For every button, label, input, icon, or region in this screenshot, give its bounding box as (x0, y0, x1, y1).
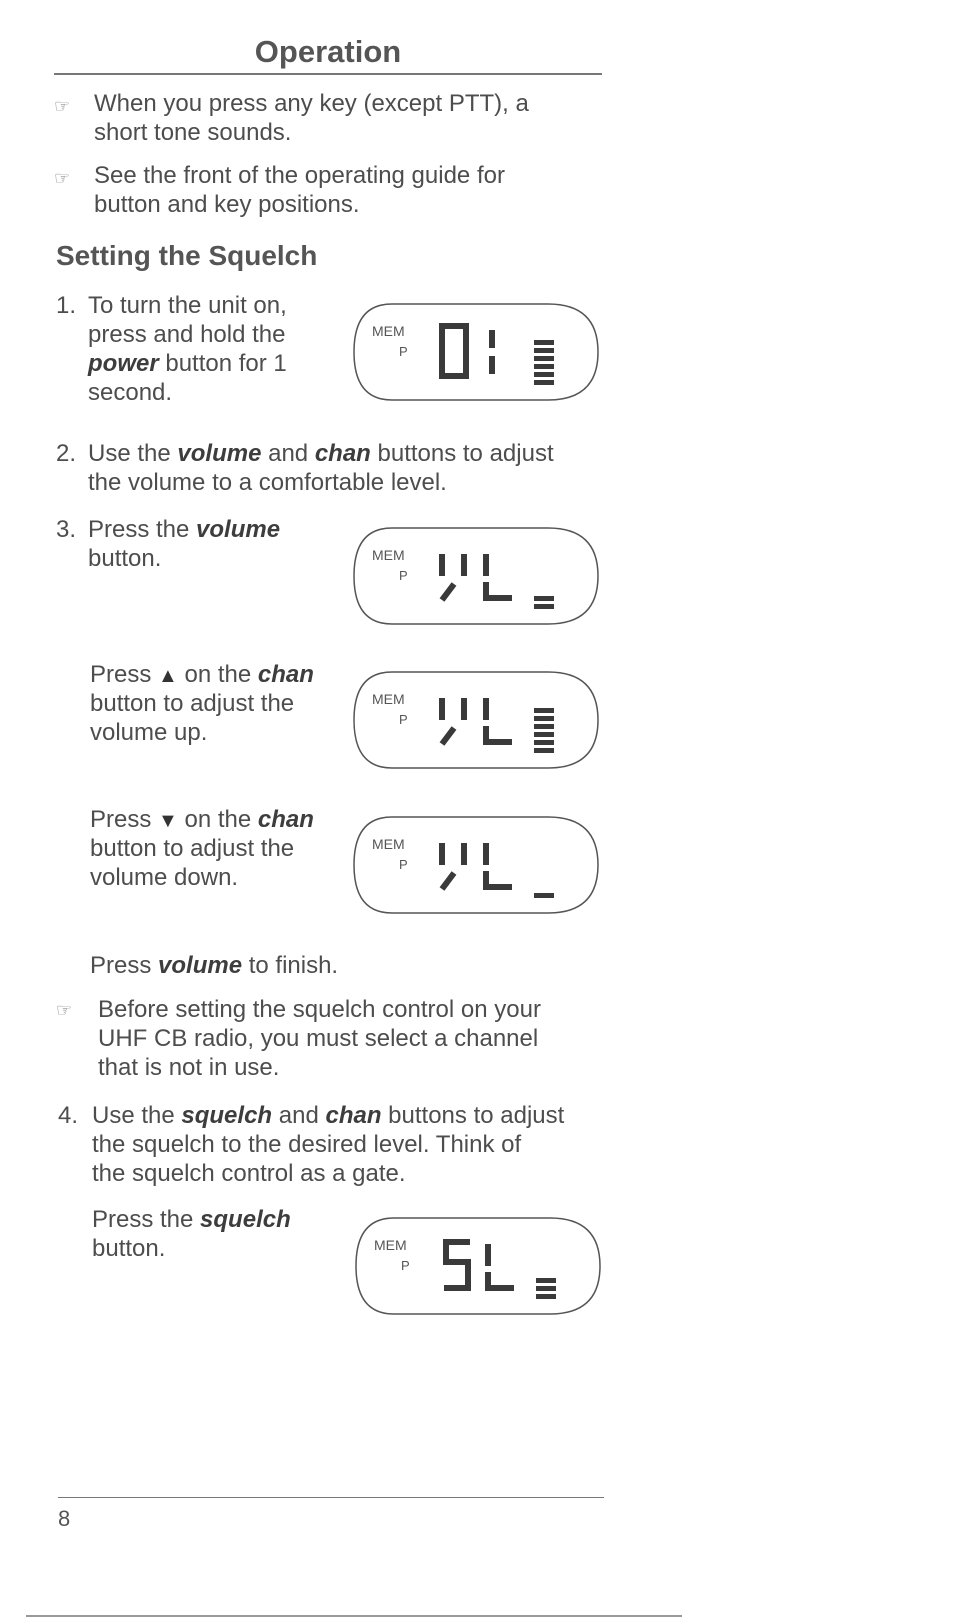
level-bars (534, 596, 554, 609)
lcd-display (352, 670, 602, 770)
lcd-display (352, 302, 602, 402)
vol-up-line-1: Press ▲ on the chan (90, 661, 314, 688)
lcd-segment (442, 873, 454, 889)
lcd-svg (352, 302, 602, 402)
volume-keyword: volume (177, 440, 262, 467)
step-number: 2. (56, 440, 77, 467)
level-bar (534, 724, 554, 729)
level-bar (534, 740, 554, 745)
squelch-keyword: squelch (181, 1102, 273, 1129)
lcd-segment (488, 1272, 514, 1288)
lcd-outline (354, 672, 598, 768)
note-2-line-2: button and key positions. (94, 191, 360, 218)
level-bar (534, 604, 554, 609)
level-bar (534, 364, 554, 369)
step-number: 3. (56, 516, 77, 543)
level-bars (536, 1278, 556, 1299)
lcd-segment (486, 582, 512, 598)
vol-down-line-1: Press ▼ on the chan (90, 806, 314, 833)
lcd-segment (442, 584, 454, 600)
chan-keyword: chan (257, 661, 314, 688)
pointing-hand-icon: ☞ (56, 1000, 73, 1020)
note-2-line-1: See the front of the operating guide for (94, 162, 505, 189)
lcd-outline (354, 817, 598, 913)
lcd-digit (444, 1242, 470, 1288)
finish-line: Press volume to finish. (90, 952, 339, 979)
mem-indicator: MEM (372, 547, 405, 563)
lcd-digit (488, 1244, 514, 1288)
mem-indicator: MEM (374, 1237, 407, 1253)
mem-indicator: MEM (372, 323, 405, 339)
lcd-digit (442, 843, 464, 889)
priority-indicator: P (399, 344, 408, 359)
note-3-line-1: Before setting the squelch control on your (98, 996, 541, 1023)
level-bar (534, 716, 554, 721)
lcd-digit (486, 698, 512, 742)
level-bar (534, 748, 554, 753)
lcd-digit (442, 698, 464, 744)
lcd-segment (486, 726, 512, 742)
up-triangle-icon: ▲ (158, 665, 178, 687)
level-bar (534, 372, 554, 377)
priority-indicator: P (399, 568, 408, 583)
pointing-hand-icon: ☞ (54, 96, 71, 116)
note-3-line-3: that is not in use. (98, 1054, 280, 1081)
lcd-digit (442, 326, 466, 376)
footer-rule (58, 1497, 604, 1498)
lcd-digit (486, 843, 512, 887)
priority-indicator: P (399, 857, 408, 872)
level-bars (534, 340, 554, 385)
lcd-svg (354, 1216, 604, 1316)
level-bars (534, 893, 554, 898)
note-3-line-2: UHF CB radio, you must select a channel (98, 1025, 539, 1052)
chan-keyword: chan (257, 806, 314, 833)
page-edge-line (26, 1615, 682, 1617)
step-1-line-3: power button for 1 (88, 350, 287, 377)
lcd-svg (352, 526, 602, 626)
squelch-keyword: squelch (200, 1206, 291, 1233)
vol-down-line-2: button to adjust the (90, 835, 295, 862)
step-number: 4. (58, 1102, 79, 1129)
note-1-line-2: short tone sounds. (94, 119, 292, 146)
squelch-press-line-2: button. (92, 1235, 166, 1262)
step-4-line-3: the squelch control as a gate. (92, 1160, 406, 1187)
level-bars (534, 708, 554, 753)
mem-indicator: MEM (372, 836, 405, 852)
level-bar (534, 340, 554, 345)
level-bar (534, 708, 554, 713)
mem-indicator: MEM (372, 691, 405, 707)
level-bar (536, 1294, 556, 1299)
step-3-line-1: Press the volume (88, 516, 281, 543)
level-bar (536, 1278, 556, 1283)
level-bar (534, 732, 554, 737)
step-3-line-2: button. (88, 545, 162, 572)
lcd-digit (442, 554, 464, 600)
step-1-line-2: press and hold the (88, 321, 286, 348)
page-title: Operation (254, 34, 402, 69)
lcd-segment (442, 728, 454, 744)
step-number: 1. (56, 292, 77, 319)
chan-keyword: chan (314, 440, 371, 467)
lcd-svg (352, 815, 602, 915)
level-bar (534, 356, 554, 361)
priority-indicator: P (401, 1258, 410, 1273)
level-bar (534, 380, 554, 385)
level-bar (534, 348, 554, 353)
lcd-display (352, 815, 602, 915)
lcd-segment (442, 326, 466, 376)
step-1-line-1: To turn the unit on, (88, 292, 287, 319)
note-1-line-1: When you press any key (except PTT), a (94, 90, 529, 117)
down-triangle-icon: ▼ (158, 810, 178, 832)
lcd-outline (354, 304, 598, 400)
power-keyword: power (88, 350, 159, 377)
lcd-display (354, 1216, 604, 1316)
vol-up-line-3: volume up. (90, 719, 208, 746)
lcd-display (352, 526, 602, 626)
level-bar (536, 1286, 556, 1291)
step-2-line-2: the volume to a comfortable level. (88, 469, 447, 496)
vol-down-line-3: volume down. (90, 864, 239, 891)
level-bar (534, 893, 554, 898)
title-underline (54, 73, 602, 75)
lcd-digit (486, 554, 512, 598)
level-bar (534, 596, 554, 601)
step-4-line-1: Use the squelch and chan buttons to adjust (92, 1102, 565, 1129)
volume-keyword: volume (196, 516, 281, 543)
section-heading: Setting the Squelch (56, 240, 318, 271)
chan-keyword: chan (325, 1102, 382, 1129)
squelch-press-line-1: Press the squelch (92, 1206, 291, 1233)
pointing-hand-icon: ☞ (54, 168, 71, 188)
page-number: 8 (58, 1506, 71, 1531)
lcd-segment (486, 871, 512, 887)
lcd-outline (356, 1218, 600, 1314)
step-1-line-4: second. (88, 379, 173, 406)
volume-keyword: volume (158, 952, 243, 979)
step-2-line-1: Use the volume and chan buttons to adjust (88, 440, 554, 467)
lcd-segment (444, 1242, 470, 1288)
step-4-line-2: the squelch to the desired level. Think of (92, 1131, 522, 1158)
vol-up-line-2: button to adjust the (90, 690, 295, 717)
lcd-svg (352, 670, 602, 770)
lcd-outline (354, 528, 598, 624)
priority-indicator: P (399, 712, 408, 727)
